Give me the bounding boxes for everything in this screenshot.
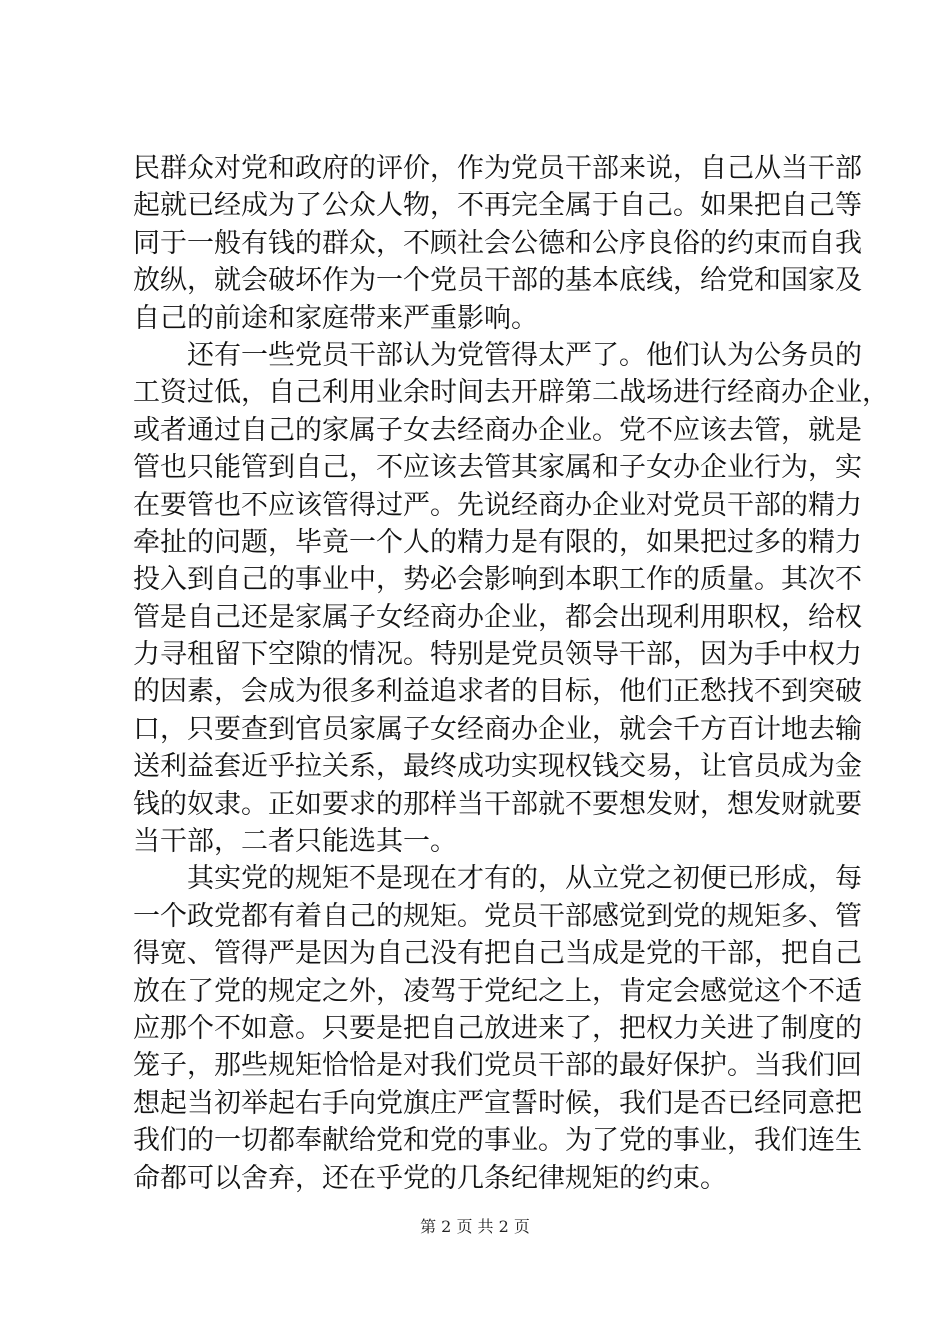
text-line: 放在了党的规定之外，凌驾于党纪之上，肯定会感觉这个不适 xyxy=(133,975,862,1007)
text-line: 工资过低，自己利用业余时间去开辟第二战场进行经商办企业， xyxy=(133,377,889,409)
text-line: 应那个不如意。只要是把自己放进来了，把权力关进了制度的 xyxy=(133,1012,862,1044)
paragraph xyxy=(133,337,889,860)
text-line: 或者通过自己的家属子女去经商办企业。党不应该去管，就是 xyxy=(133,414,862,446)
text-line: 的因素，会成为很多利益追求者的目标，他们正愁找不到突破 xyxy=(133,676,862,708)
text-line: 管也只能管到自己，不应该去管其家属和子女办企业行为，实 xyxy=(133,452,862,484)
text-line: 投入到自己的事业中，势必会影响到本职工作的质量。其次不 xyxy=(133,564,862,596)
text-line: 在要管也不应该管得过严。先说经商办企业对党员干部的精力 xyxy=(133,489,862,521)
text-line: 当干部，二者只能选其一。 xyxy=(133,826,457,858)
paragraph xyxy=(133,860,862,1197)
text-line: 其实党的规矩不是现在才有的，从立党之初便已形成，每 xyxy=(187,863,862,895)
page-footer: 第 2 页 共 2 页 xyxy=(420,1217,530,1236)
text-line: 一个政党都有着自己的规矩。党员干部感觉到党的规矩多、管 xyxy=(133,900,862,932)
text-line: 命都可以舍弃，还在乎党的几条纪律规矩的约束。 xyxy=(133,1162,727,1194)
text-line: 牵扯的问题，毕竟一个人的精力是有限的，如果把过多的精力 xyxy=(133,526,862,558)
text-line: 想起当初举起右手向党旗庄严宣誓时候，我们是否已经同意把 xyxy=(133,1087,862,1119)
text-line: 得宽、管得严是因为自己没有把自己当成是党的干部，把自己 xyxy=(133,938,862,970)
text-line: 口，只要查到官员家属子女经商办企业，就会千方百计地去输 xyxy=(133,713,862,745)
document-body xyxy=(133,150,889,1197)
text-line: 送利益套近乎拉关系，最终成功实现权钱交易，让官员成为金 xyxy=(133,751,862,783)
text-line: 起就已经成为了公众人物，不再完全属于自己。如果把自己等 xyxy=(133,190,862,222)
text-line: 笼子，那些规矩恰恰是对我们党员干部的最好保护。当我们回 xyxy=(133,1050,862,1082)
text-line: 民群众对党和政府的评价，作为党员干部来说，自己从当干部 xyxy=(133,153,862,184)
paragraph xyxy=(133,150,862,337)
text-line: 钱的奴隶。正如要求的那样当干部就不要想发财，想发财就要 xyxy=(133,788,862,820)
text-line: 管是自己还是家属子女经商办企业，都会出现利用职权，给权 xyxy=(133,601,862,633)
text-line: 力寻租留下空隙的情况。特别是党员领导干部，因为手中权力 xyxy=(133,639,862,671)
text-line: 同于一般有钱的群众，不顾社会公德和公序良俗的约束而自我 xyxy=(133,227,862,259)
text-line: 放纵，就会破坏作为一个党员干部的基本底线，给党和国家及 xyxy=(133,265,862,297)
text-line: 还有一些党员干部认为党管得太严了。他们认为公务员的 xyxy=(187,339,862,371)
text-line: 我们的一切都奉献给党和党的事业。为了党的事业，我们连生 xyxy=(133,1125,862,1157)
text-line: 自己的前途和家庭带来严重影响。 xyxy=(133,302,538,334)
